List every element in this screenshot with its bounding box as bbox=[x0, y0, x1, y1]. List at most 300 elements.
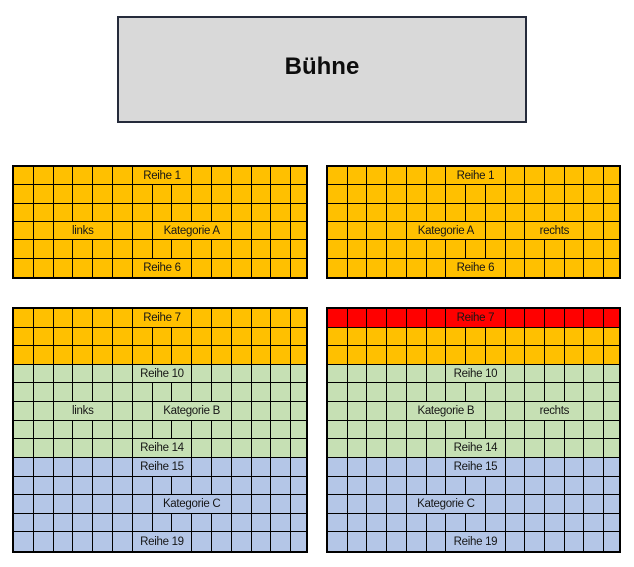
seat-cell bbox=[328, 346, 348, 365]
seat-cell bbox=[387, 259, 407, 277]
seat-cell bbox=[34, 402, 54, 421]
seat-cell bbox=[427, 458, 447, 477]
seat-cell bbox=[113, 240, 133, 258]
seat-cell bbox=[73, 458, 93, 477]
seat-cell bbox=[54, 259, 74, 277]
seat-cell bbox=[348, 346, 368, 365]
seat-cell bbox=[565, 495, 585, 514]
seat-cell bbox=[446, 383, 466, 402]
seat-cell bbox=[407, 346, 427, 365]
seat-cell bbox=[506, 514, 526, 533]
seat-cell bbox=[172, 383, 192, 402]
seat-cell bbox=[291, 259, 306, 277]
seat-cell bbox=[525, 458, 545, 477]
seat-cell bbox=[604, 346, 619, 365]
seat-cell bbox=[506, 383, 526, 402]
seat-cell bbox=[604, 458, 619, 477]
seat-cell bbox=[212, 204, 232, 222]
seat-cell bbox=[545, 458, 565, 477]
seat-cell bbox=[54, 421, 74, 440]
seat-cell bbox=[427, 328, 447, 347]
seat-cell bbox=[387, 439, 407, 458]
seat-cell bbox=[192, 365, 212, 384]
seat-cell bbox=[407, 383, 427, 402]
seat-cell bbox=[54, 346, 74, 365]
seat-cell bbox=[427, 309, 447, 328]
seat-cell bbox=[172, 346, 192, 365]
seat-cell bbox=[506, 477, 526, 496]
seat-cell bbox=[93, 532, 113, 551]
seat-cell bbox=[192, 439, 212, 458]
seat-cell bbox=[14, 259, 34, 277]
seat-cell bbox=[584, 222, 604, 240]
seat-cell bbox=[486, 383, 506, 402]
seat-cell bbox=[54, 309, 74, 328]
seat-cell bbox=[192, 421, 212, 440]
category-label: Kategorie A bbox=[153, 222, 232, 240]
seat-cell bbox=[252, 259, 272, 277]
seat-cell bbox=[172, 328, 192, 347]
row-label: Reihe 19 bbox=[446, 532, 505, 551]
seat-cell bbox=[113, 421, 133, 440]
seat-cell bbox=[367, 477, 387, 496]
seat-cell bbox=[545, 532, 565, 551]
seat-cell bbox=[192, 532, 212, 551]
seat-cell bbox=[271, 532, 291, 551]
seat-cell bbox=[604, 259, 619, 277]
seat-cell bbox=[133, 346, 153, 365]
seat-cell bbox=[565, 439, 585, 458]
seat-cell bbox=[212, 240, 232, 258]
seat-cell bbox=[271, 222, 291, 240]
seat-cell bbox=[427, 204, 447, 222]
seat-cell bbox=[565, 309, 585, 328]
row-label: Reihe 14 bbox=[133, 439, 192, 458]
seat-cell bbox=[271, 365, 291, 384]
seat-cell bbox=[232, 204, 252, 222]
seat-cell bbox=[192, 383, 212, 402]
seat-cell bbox=[604, 167, 619, 185]
seat-cell bbox=[271, 309, 291, 328]
seat-cell bbox=[14, 222, 34, 240]
seat-cell bbox=[133, 477, 153, 496]
seat-cell bbox=[54, 185, 74, 203]
seat-cell bbox=[192, 458, 212, 477]
seat-cell bbox=[291, 309, 306, 328]
seat-cell bbox=[93, 421, 113, 440]
seat-cell bbox=[367, 346, 387, 365]
seat-cell bbox=[192, 309, 212, 328]
seat-cell bbox=[73, 204, 93, 222]
seat-cell bbox=[291, 222, 306, 240]
seat-cell bbox=[348, 309, 368, 328]
seat-cell bbox=[446, 328, 466, 347]
seat-cell bbox=[34, 514, 54, 533]
seat-cell bbox=[486, 514, 506, 533]
seat-cell bbox=[252, 309, 272, 328]
seat-cell bbox=[252, 346, 272, 365]
seat-cell bbox=[291, 458, 306, 477]
seat-cell bbox=[328, 495, 348, 514]
seat-cell bbox=[407, 421, 427, 440]
seat-cell bbox=[367, 328, 387, 347]
seat-cell bbox=[212, 439, 232, 458]
seat-cell bbox=[153, 328, 173, 347]
seat-cell bbox=[232, 346, 252, 365]
seat-cell bbox=[212, 309, 232, 328]
seat-cell bbox=[34, 458, 54, 477]
seat-cell bbox=[545, 204, 565, 222]
seat-cell bbox=[367, 383, 387, 402]
seat-cell bbox=[367, 439, 387, 458]
seat-cell bbox=[565, 514, 585, 533]
seat-cell bbox=[545, 477, 565, 496]
seat-cell bbox=[113, 495, 133, 514]
seat-cell bbox=[93, 167, 113, 185]
seat-cell bbox=[506, 167, 526, 185]
seat-cell bbox=[252, 167, 272, 185]
seat-cell bbox=[73, 185, 93, 203]
seat-cell bbox=[113, 204, 133, 222]
seat-cell bbox=[14, 383, 34, 402]
seat-cell bbox=[407, 532, 427, 551]
seat-cell bbox=[466, 346, 486, 365]
seat-cell bbox=[232, 421, 252, 440]
seat-cell bbox=[387, 402, 407, 421]
seat-cell bbox=[446, 477, 466, 496]
seat-cell bbox=[113, 309, 133, 328]
seat-cell bbox=[232, 222, 252, 240]
seat-cell bbox=[232, 458, 252, 477]
seat-cell bbox=[212, 383, 232, 402]
seat-cell bbox=[367, 495, 387, 514]
seat-cell bbox=[525, 365, 545, 384]
seat-cell bbox=[387, 240, 407, 258]
seat-cell bbox=[506, 439, 526, 458]
seat-cell bbox=[271, 439, 291, 458]
seat-cell bbox=[506, 532, 526, 551]
seat-cell bbox=[584, 259, 604, 277]
seat-cell bbox=[407, 514, 427, 533]
seat-cell bbox=[348, 240, 368, 258]
seat-cell bbox=[328, 185, 348, 203]
seat-cell bbox=[584, 167, 604, 185]
seat-cell bbox=[133, 185, 153, 203]
seat-cell bbox=[486, 346, 506, 365]
seat-cell bbox=[14, 204, 34, 222]
seat-cell bbox=[54, 240, 74, 258]
seat-cell bbox=[604, 240, 619, 258]
seat-cell bbox=[212, 532, 232, 551]
seat-cell bbox=[54, 458, 74, 477]
seat-cell bbox=[14, 167, 34, 185]
seat-cell bbox=[367, 402, 387, 421]
seat-cell bbox=[271, 458, 291, 477]
seat-cell bbox=[93, 309, 113, 328]
seat-cell bbox=[232, 309, 252, 328]
row-label: Reihe 1 bbox=[446, 167, 505, 185]
seat-cell bbox=[545, 167, 565, 185]
seat-cell bbox=[212, 458, 232, 477]
seat-cell bbox=[172, 514, 192, 533]
seat-cell bbox=[446, 185, 466, 203]
seat-cell bbox=[252, 421, 272, 440]
seat-cell bbox=[252, 328, 272, 347]
seat-cell bbox=[232, 495, 252, 514]
seat-cell bbox=[328, 204, 348, 222]
seat-cell bbox=[172, 240, 192, 258]
seat-cell bbox=[192, 259, 212, 277]
seat-cell bbox=[407, 204, 427, 222]
seat-cell bbox=[545, 346, 565, 365]
seat-cell bbox=[348, 365, 368, 384]
seat-cell bbox=[34, 532, 54, 551]
seat-cell bbox=[14, 402, 34, 421]
seat-cell bbox=[73, 532, 93, 551]
seat-cell bbox=[172, 421, 192, 440]
seat-cell bbox=[486, 204, 506, 222]
seat-cell bbox=[252, 240, 272, 258]
seat-cell bbox=[113, 185, 133, 203]
seat-cell bbox=[73, 346, 93, 365]
seat-cell bbox=[604, 185, 619, 203]
seat-cell bbox=[446, 240, 466, 258]
seat-cell bbox=[604, 514, 619, 533]
seat-cell bbox=[387, 167, 407, 185]
seat-cell bbox=[34, 222, 54, 240]
seat-cell bbox=[172, 185, 192, 203]
seat-cell bbox=[466, 240, 486, 258]
seat-cell bbox=[232, 402, 252, 421]
seat-cell bbox=[113, 346, 133, 365]
seat-cell bbox=[348, 458, 368, 477]
seat-cell bbox=[446, 346, 466, 365]
seat-cell bbox=[232, 439, 252, 458]
seat-cell bbox=[271, 167, 291, 185]
row-label: Reihe 14 bbox=[446, 439, 505, 458]
seat-cell bbox=[407, 259, 427, 277]
seat-cell bbox=[113, 259, 133, 277]
seat-cell bbox=[54, 167, 74, 185]
seat-cell bbox=[212, 259, 232, 277]
seat-cell bbox=[232, 259, 252, 277]
seat-cell bbox=[232, 383, 252, 402]
seat-cell bbox=[506, 495, 526, 514]
seat-cell bbox=[328, 532, 348, 551]
seat-cell bbox=[113, 439, 133, 458]
seat-cell bbox=[34, 365, 54, 384]
seat-cell bbox=[387, 365, 407, 384]
row-label: Reihe 7 bbox=[446, 309, 505, 328]
seat-cell bbox=[604, 421, 619, 440]
seat-cell bbox=[328, 328, 348, 347]
seat-cell bbox=[604, 477, 619, 496]
seat-cell bbox=[93, 346, 113, 365]
seat-cell bbox=[93, 328, 113, 347]
seat-cell bbox=[113, 477, 133, 496]
seat-cell bbox=[565, 204, 585, 222]
seat-cell bbox=[565, 383, 585, 402]
seat-cell bbox=[584, 383, 604, 402]
seat-cell bbox=[565, 346, 585, 365]
seat-cell bbox=[291, 185, 306, 203]
seat-cell bbox=[14, 346, 34, 365]
seat-cell bbox=[252, 495, 272, 514]
seat-cell bbox=[506, 259, 526, 277]
seat-cell bbox=[545, 328, 565, 347]
seat-cell bbox=[446, 514, 466, 533]
seat-cell bbox=[525, 167, 545, 185]
seat-cell bbox=[525, 383, 545, 402]
seat-cell bbox=[584, 185, 604, 203]
seat-cell bbox=[328, 402, 348, 421]
seat-cell bbox=[584, 439, 604, 458]
seat-cell bbox=[212, 185, 232, 203]
seat-cell bbox=[252, 477, 272, 496]
seat-cell bbox=[14, 185, 34, 203]
seat-cell bbox=[348, 259, 368, 277]
seat-cell bbox=[407, 365, 427, 384]
seat-cell bbox=[387, 495, 407, 514]
seat-cell bbox=[14, 495, 34, 514]
seat-cell bbox=[506, 346, 526, 365]
seat-cell bbox=[506, 185, 526, 203]
seat-cell bbox=[291, 421, 306, 440]
seat-cell bbox=[506, 458, 526, 477]
seat-cell bbox=[407, 328, 427, 347]
seat-cell bbox=[153, 185, 173, 203]
seat-cell bbox=[34, 346, 54, 365]
side-label: links bbox=[54, 402, 113, 421]
seat-cell bbox=[407, 439, 427, 458]
seat-cell bbox=[427, 185, 447, 203]
seat-cell bbox=[367, 240, 387, 258]
seat-cell bbox=[14, 439, 34, 458]
seat-cell bbox=[407, 458, 427, 477]
seat-cell bbox=[34, 185, 54, 203]
seat-cell bbox=[584, 240, 604, 258]
seat-cell bbox=[545, 240, 565, 258]
seat-cell bbox=[153, 240, 173, 258]
seat-cell bbox=[565, 240, 585, 258]
seat-cell bbox=[348, 328, 368, 347]
seat-cell bbox=[271, 328, 291, 347]
seat-cell bbox=[427, 421, 447, 440]
seat-cell bbox=[525, 421, 545, 440]
seat-cell bbox=[328, 259, 348, 277]
seat-cell bbox=[252, 458, 272, 477]
seat-cell bbox=[212, 346, 232, 365]
seat-cell bbox=[252, 185, 272, 203]
seat-cell bbox=[93, 458, 113, 477]
category-label: Kategorie C bbox=[153, 495, 232, 514]
seat-cell bbox=[328, 222, 348, 240]
seat-cell bbox=[133, 240, 153, 258]
seat-cell bbox=[113, 458, 133, 477]
seat-cell bbox=[525, 514, 545, 533]
row-label: Reihe 1 bbox=[133, 167, 192, 185]
seat-cell bbox=[153, 421, 173, 440]
seat-cell bbox=[153, 204, 173, 222]
seat-cell bbox=[367, 365, 387, 384]
seat-cell bbox=[232, 514, 252, 533]
seat-cell bbox=[525, 240, 545, 258]
row-label: Reihe 10 bbox=[446, 365, 505, 384]
seat-cell bbox=[348, 167, 368, 185]
seat-cell bbox=[427, 365, 447, 384]
seat-cell bbox=[486, 185, 506, 203]
seating-block-bottom-left bbox=[12, 307, 308, 553]
seat-cell bbox=[14, 532, 34, 551]
seat-cell bbox=[367, 458, 387, 477]
seat-cell bbox=[584, 365, 604, 384]
seat-cell bbox=[506, 328, 526, 347]
seat-cell bbox=[565, 259, 585, 277]
seat-cell bbox=[387, 185, 407, 203]
seat-cell bbox=[192, 240, 212, 258]
row-label: Reihe 6 bbox=[133, 259, 192, 277]
seat-cell bbox=[14, 309, 34, 328]
seat-cell bbox=[348, 439, 368, 458]
seat-cell bbox=[54, 514, 74, 533]
seat-cell bbox=[387, 458, 407, 477]
seat-cell bbox=[387, 532, 407, 551]
seat-cell bbox=[466, 328, 486, 347]
seat-cell bbox=[407, 240, 427, 258]
seat-cell bbox=[73, 240, 93, 258]
seat-cell bbox=[192, 167, 212, 185]
seat-cell bbox=[407, 185, 427, 203]
seat-cell bbox=[34, 309, 54, 328]
seat-cell bbox=[545, 495, 565, 514]
seat-cell bbox=[545, 439, 565, 458]
seat-cell bbox=[291, 477, 306, 496]
side-label: rechts bbox=[525, 402, 584, 421]
seat-cell bbox=[525, 309, 545, 328]
seat-cell bbox=[192, 477, 212, 496]
seat-cell bbox=[271, 185, 291, 203]
seat-cell bbox=[271, 495, 291, 514]
seat-cell bbox=[73, 383, 93, 402]
seat-cell bbox=[153, 346, 173, 365]
seat-cell bbox=[387, 383, 407, 402]
seat-cell bbox=[93, 240, 113, 258]
side-label: links bbox=[54, 222, 113, 240]
seat-cell bbox=[153, 383, 173, 402]
seat-cell bbox=[133, 328, 153, 347]
seat-cell bbox=[73, 495, 93, 514]
seat-cell bbox=[192, 328, 212, 347]
seat-cell bbox=[54, 365, 74, 384]
seat-cell bbox=[291, 328, 306, 347]
seat-cell bbox=[446, 204, 466, 222]
seat-cell bbox=[291, 365, 306, 384]
seat-cell bbox=[387, 514, 407, 533]
seat-cell bbox=[367, 514, 387, 533]
seat-cell bbox=[34, 421, 54, 440]
seat-cell bbox=[565, 458, 585, 477]
seat-cell bbox=[34, 383, 54, 402]
seat-cell bbox=[427, 514, 447, 533]
seat-cell bbox=[133, 495, 153, 514]
seat-cell bbox=[113, 402, 133, 421]
seat-cell bbox=[93, 365, 113, 384]
seat-cell bbox=[34, 240, 54, 258]
seat-cell bbox=[232, 365, 252, 384]
seat-cell bbox=[54, 532, 74, 551]
seat-cell bbox=[252, 402, 272, 421]
seat-cell bbox=[565, 328, 585, 347]
